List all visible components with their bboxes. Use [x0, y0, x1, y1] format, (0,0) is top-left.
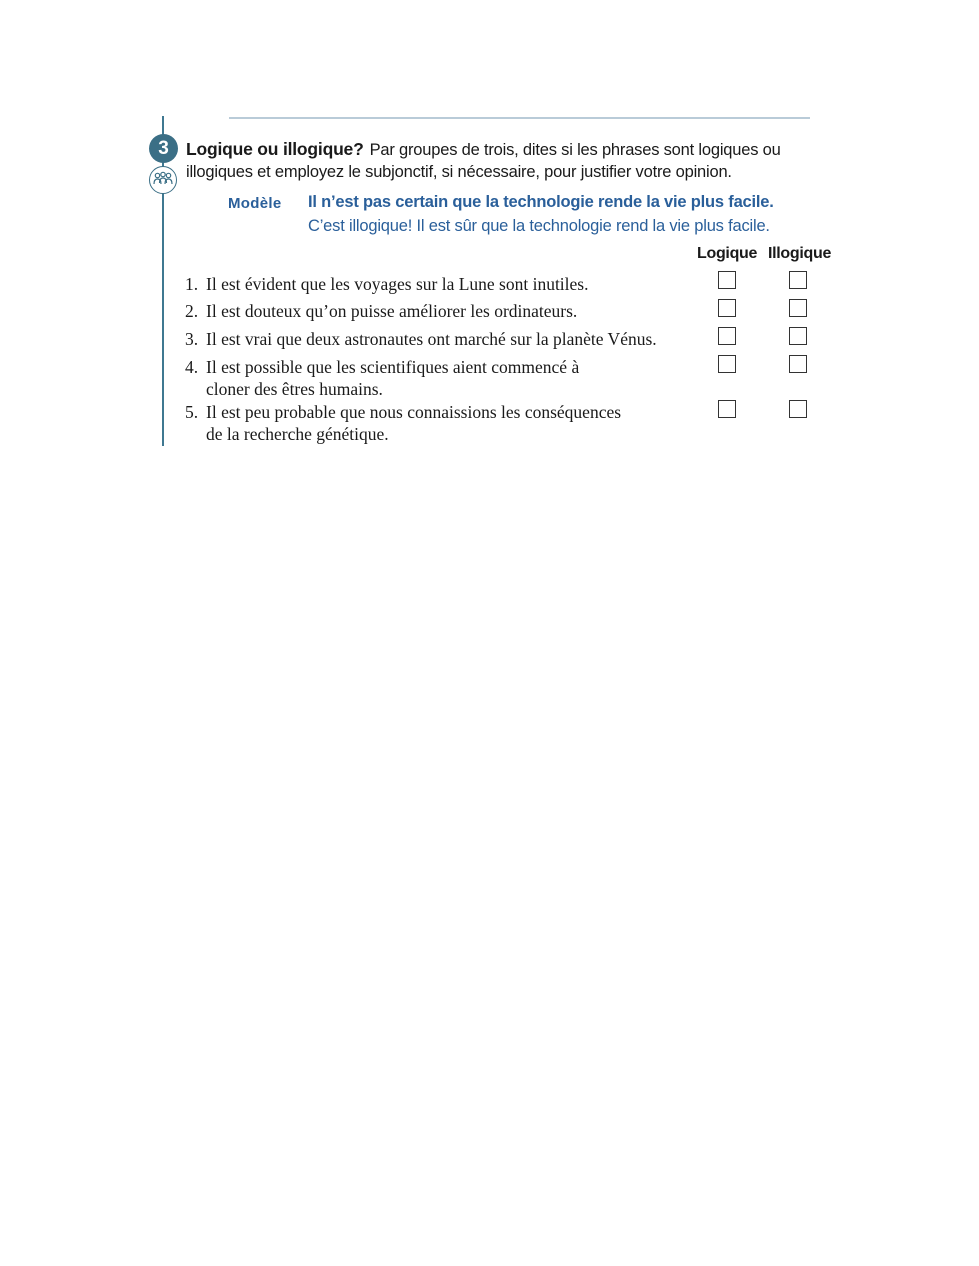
- exercise-title: Logique ou illogique?: [186, 139, 364, 159]
- exercise-instructions: [186, 138, 806, 183]
- list-item: [185, 328, 695, 350]
- item-text: Il est possible que les scientifiques aient commencé à: [206, 357, 580, 377]
- item-number: 2.: [185, 301, 199, 321]
- top-divider: [229, 117, 810, 119]
- item-number: 3.: [185, 329, 199, 349]
- item-1-illogique-checkbox[interactable]: [789, 271, 807, 289]
- item-text: Il est peu probable que nous connaissions les conséquences: [206, 402, 622, 422]
- list-item: [185, 273, 685, 295]
- item-number: 4.: [185, 357, 199, 377]
- item-text-continued: de la recherche génétique.: [206, 424, 389, 444]
- item-2-logique-checkbox[interactable]: [718, 299, 736, 317]
- model-question: Il n’est pas certain que la technologie rende la vie plus facile.: [308, 193, 774, 211]
- item-number: 5.: [185, 402, 199, 422]
- item-number: 1.: [185, 274, 199, 294]
- item-1-logique-checkbox[interactable]: [718, 271, 736, 289]
- item-2-illogique-checkbox[interactable]: [789, 299, 807, 317]
- item-3-logique-checkbox[interactable]: [718, 327, 736, 345]
- item-5-illogique-checkbox[interactable]: [789, 400, 807, 418]
- item-text: Il est douteux qu’on puisse améliorer les ordinateurs.: [206, 301, 578, 321]
- item-text: Il est évident que les voyages sur la Lune sont inutiles.: [206, 274, 589, 294]
- list-item: [185, 300, 685, 322]
- exercise-number-badge: 3: [149, 134, 178, 163]
- column-header-logique: Logique: [697, 245, 758, 262]
- item-text: Il est vrai que deux astronautes ont marché sur la planète Vénus.: [206, 329, 657, 349]
- model-answer: C’est illogique! Il est sûr que la technologie rend la vie plus facile.: [308, 217, 770, 235]
- model-label: Modèle: [228, 195, 282, 212]
- group-of-three-icon: [149, 166, 177, 194]
- item-5-logique-checkbox[interactable]: [718, 400, 736, 418]
- column-header-illogique: Illogique: [768, 245, 832, 262]
- item-4-illogique-checkbox[interactable]: [789, 355, 807, 373]
- item-text-continued: cloner des êtres humains.: [206, 379, 383, 399]
- list-item: [185, 401, 685, 445]
- item-4-logique-checkbox[interactable]: [718, 355, 736, 373]
- list-item: [185, 356, 685, 400]
- exercise-instructions-text: Par groupes de trois, dites si les phrases sont logiques ou illogiques et employez le subjonctif, si nécessaire, pour justifier votre opinion.: [186, 141, 781, 181]
- item-3-illogique-checkbox[interactable]: [789, 327, 807, 345]
